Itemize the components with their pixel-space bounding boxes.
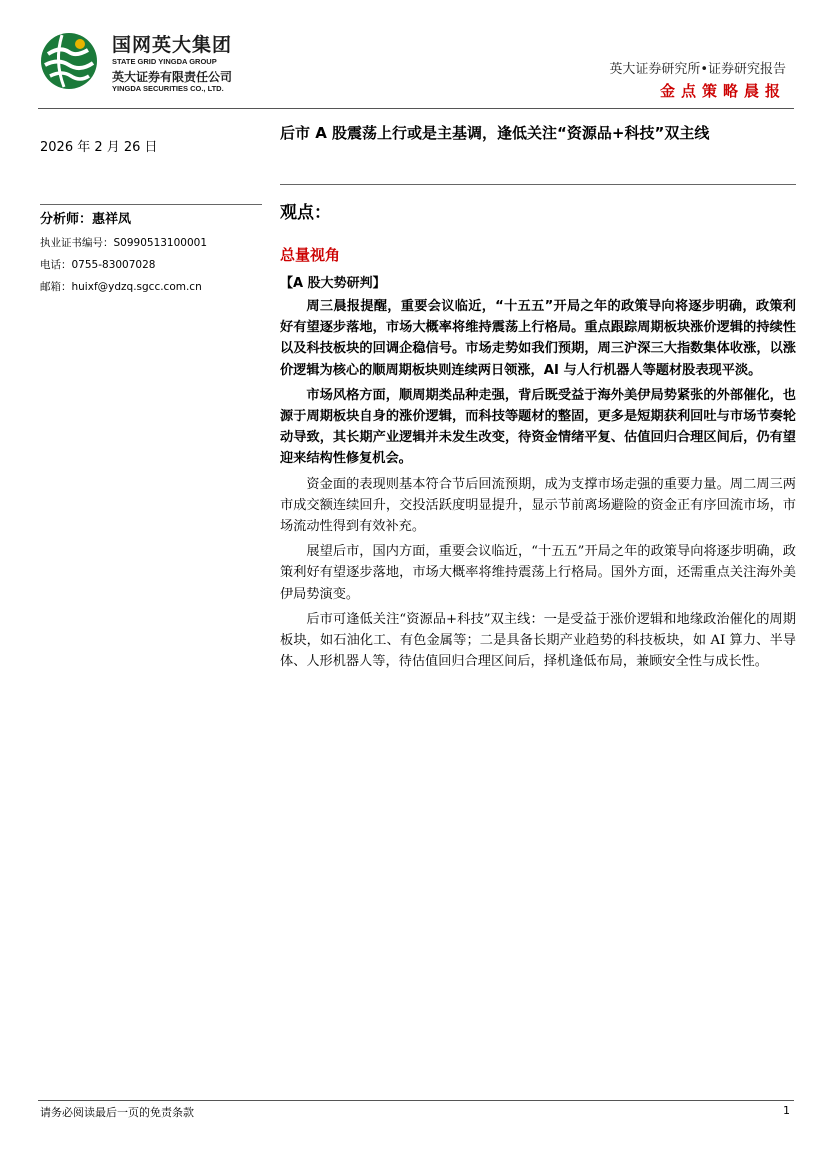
section-title: 观点： <box>280 203 331 223</box>
title-divider <box>280 184 796 185</box>
footer-divider <box>38 1100 794 1101</box>
footer-disclaimer: 请务必阅读最后一页的免责条款 <box>40 1106 194 1119</box>
subsection-title: 总量视角 <box>280 246 341 264</box>
sidebar-divider <box>40 204 262 205</box>
paragraph-2: 市场风格方面，顺周期类品种走强，背后既受益于海外美伊局势紧张的外部催化，也源于周期板块自身的涨价逻辑，而科技等题材的整固，更多是短期获利回吐与市场节奏轮动导致，其长期产业逻辑并未发生改变，待资金情绪平复、估值回归合理区间后，仍有望迎来结构性修复机会。 <box>280 387 796 467</box>
report-date: 2026 年 2 月 26 日 <box>40 140 158 155</box>
analyst-name: 分析师：惠祥凤 <box>40 212 132 227</box>
logo-sub-en: YINGDA SECURITIES CO., LTD. <box>112 84 224 93</box>
report-type: 金点策略晨报 <box>659 82 786 100</box>
analyst-cert: 执业证书编号：S0990513100001 <box>40 237 208 249</box>
paragraph-5: 后市可逢低关注“资源品+科技”双主线：一是受益于涨价逻辑和地缘政治催化的周期板块，如石油化工、有色金属等；二是具备长期产业趋势的科技板块，如 AI 算力、半导体、人形机器人等，待估值回归合理区间后，择机逢低布局，兼顾安全性与成长性。 <box>280 611 796 670</box>
page-number: 1 <box>783 1104 790 1117</box>
company-logo <box>40 30 270 96</box>
logo-name-en: STATE GRID YINGDA GROUP <box>112 57 217 66</box>
paragraph-3: 资金面的表现则基本符合节后回流预期，成为支撑市场走强的重要力量。周二周三两市成交额连续回升，交投活跃度明显提升，显示节前离场避险的资金正有序回流市场，市场流动性得到有效补充。 <box>280 476 796 535</box>
report-title: 后市 A 股震荡上行或是主基调，逢低关注“资源品+科技”双主线 <box>280 124 710 142</box>
globe-logo-icon <box>40 32 98 90</box>
paragraph-1: 周三晨报提醒，重要会议临近，“十五五”开局之年的政策导向将逐步明确，政策利好有望逐步落地，市场大概率将维持震荡上行格局。重点跟踪周期板块涨价逻辑的持续性以及科技板块的回调企稳信号。市场走势如我们预期，周三沪深三大指数集体收涨，以涨价逻辑为核心的顺周期板块则连续两日领涨，AI 与人行机器人等题材股表现平淡。 <box>280 299 796 378</box>
topic-tag: 【A 股大势研判】 <box>280 276 386 291</box>
paragraph-4: 展望后市，国内方面，重要会议临近，“十五五”开局之年的政策导向将逐步明确，政策利好有望逐步落地，市场大概率将维持震荡上行格局。国外方面，还需重点关注海外美伊局势演变。 <box>280 544 796 602</box>
analyst-info <box>40 208 270 301</box>
report-body <box>280 296 796 676</box>
logo-name-cn: 国网英大集团 <box>112 34 233 56</box>
analyst-phone: 电话：0755-83007028 <box>40 259 156 271</box>
analyst-email[interactable]: 邮箱：huixf@ydzq.sgcc.com.cn <box>40 281 202 293</box>
logo-sub-cn: 英大证券有限责任公司 <box>112 70 233 84</box>
header-org: 英大证券研究所•证券研究报告 <box>609 62 786 77</box>
header-divider <box>38 108 794 109</box>
